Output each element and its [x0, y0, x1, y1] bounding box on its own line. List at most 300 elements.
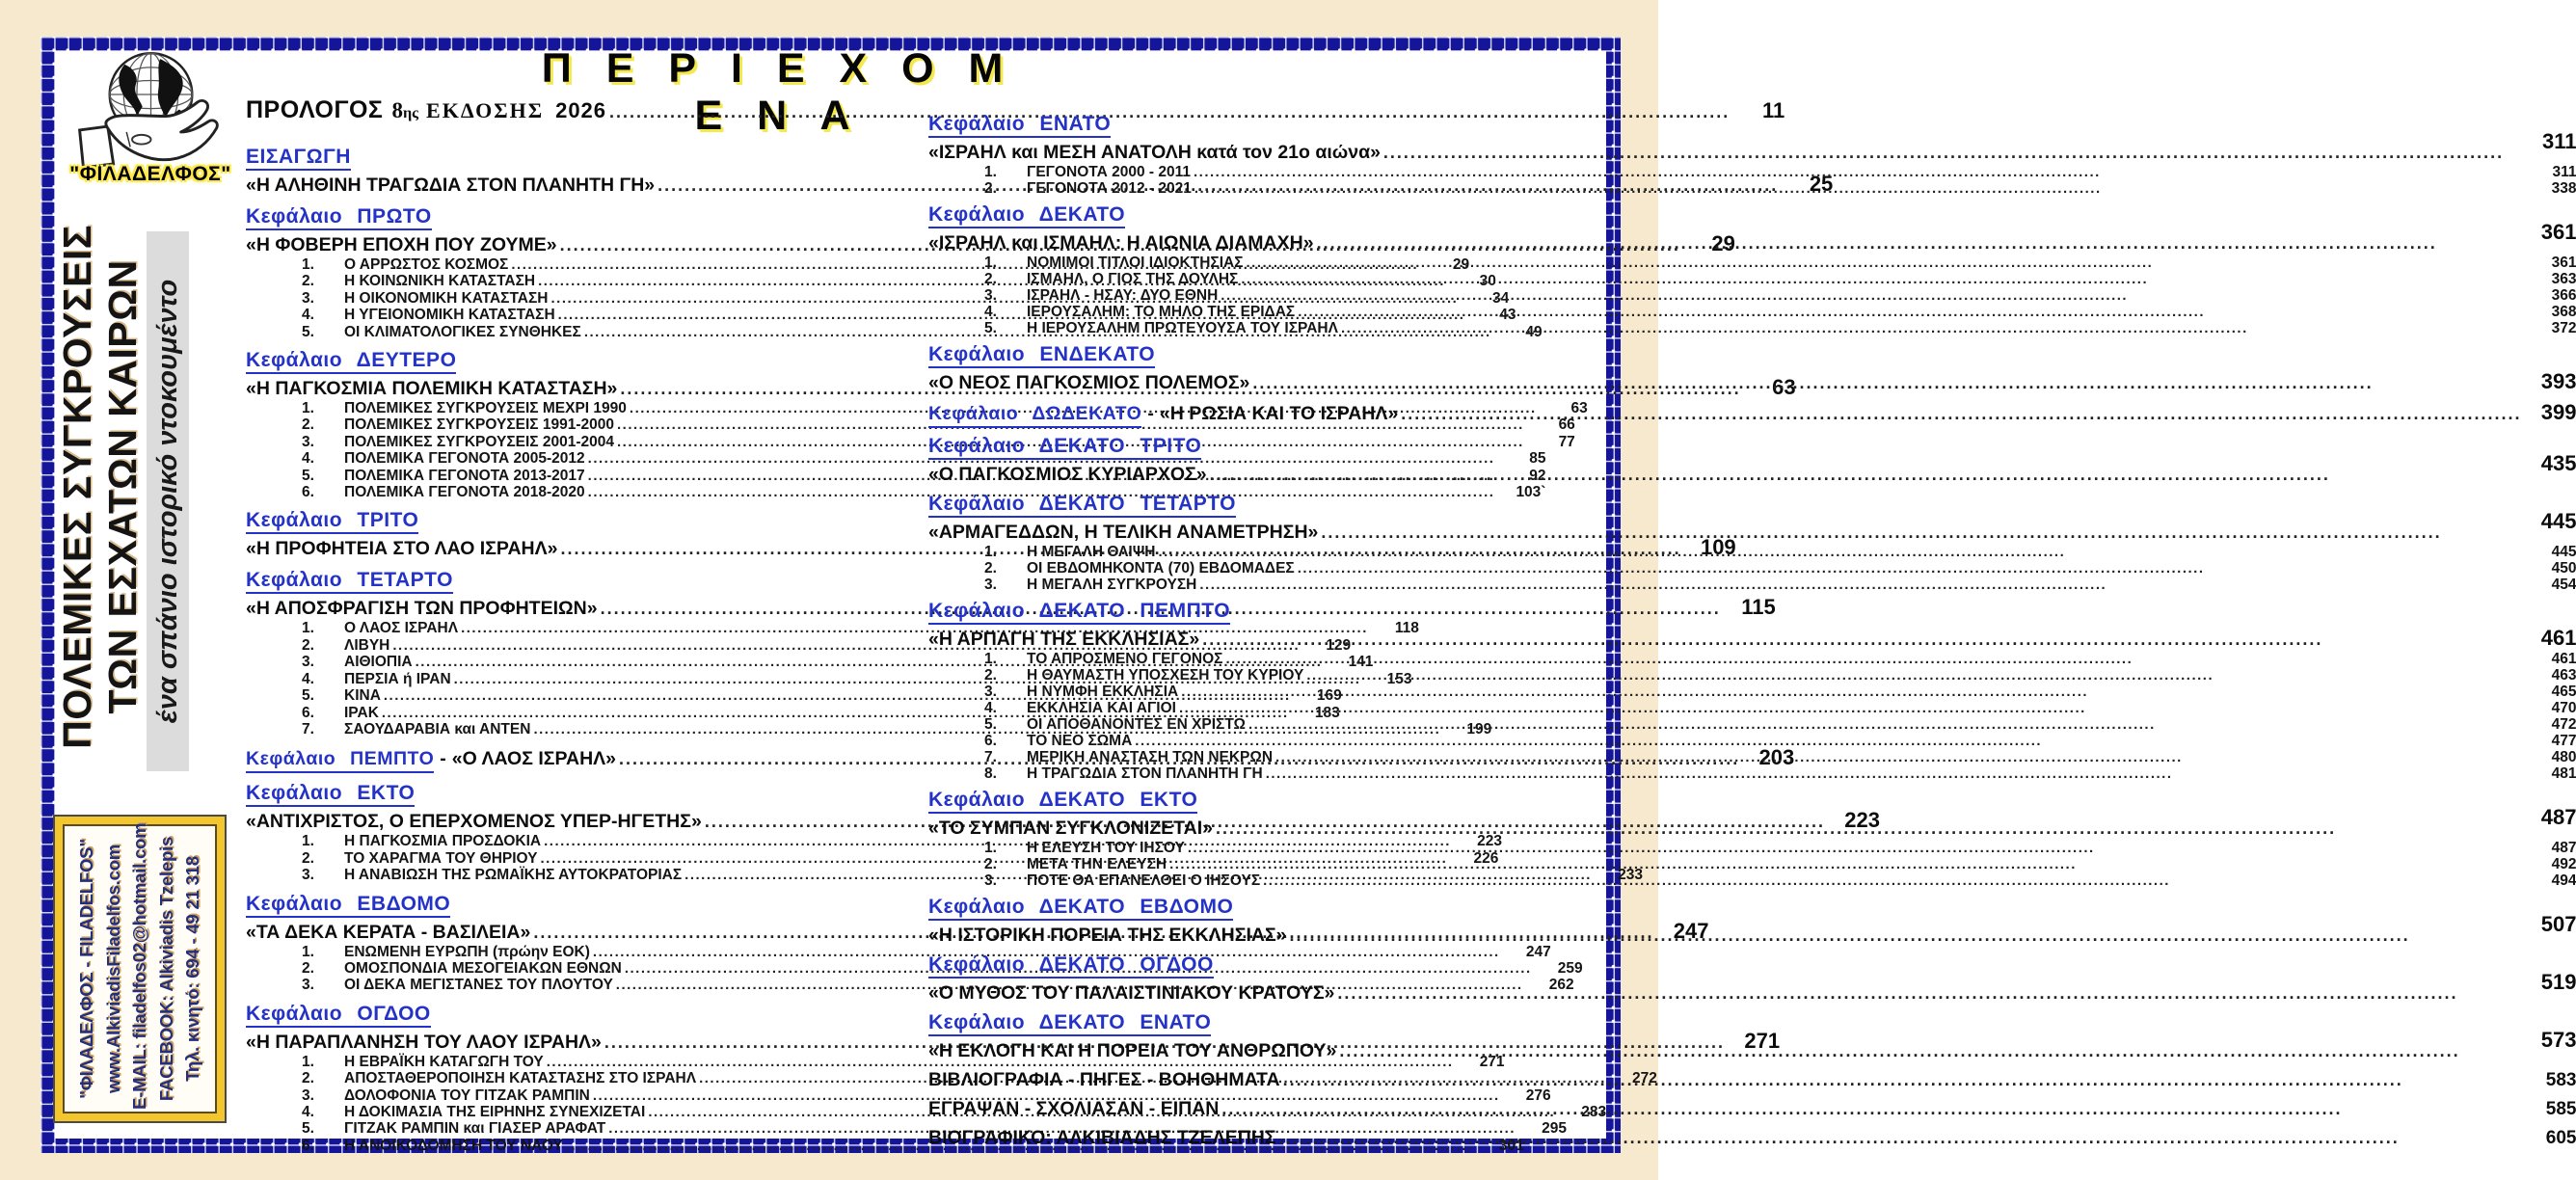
page-number: 463: [2551, 667, 2576, 684]
leader-dots: [1181, 684, 2525, 700]
chapter-heading-row: [246, 146, 845, 168]
item-number: 3.: [984, 577, 997, 593]
item-title: Η ΥΓΕΙΟΝΟΜΙΚΗ ΚΑΤΑΣΤΑΣΗ: [344, 307, 555, 324]
item-title: ΠΕΡΣΙΑ ή ΙΡΑΝ: [344, 670, 451, 687]
page-number: 573: [2540, 1028, 2576, 1052]
entry-title: ΒΙΟΓΡΑΦΙΚΟ: ΑΛΚΙΒΙΑΔΗΣ ΤΖΕΛΕΠΗΣ: [928, 1127, 1276, 1148]
contact-website: www.AlkiviadisFiladelfos.com: [102, 845, 123, 1093]
item-title: Η ΤΡΑΓΩΔΙΑ ΣΤΟΝ ΠΛΑΝΗΤΗ ΓΗ: [1027, 765, 1263, 782]
page-number: 492: [2551, 856, 2576, 872]
item-number: 2.: [984, 856, 997, 872]
leader-dots: [1216, 818, 2521, 840]
toc-item-row: [984, 544, 2576, 560]
item-title: ΓΕΓΟΝΟΤΑ 2012 - 2021: [1027, 180, 1192, 197]
publisher-logo: [59, 49, 242, 186]
chapter-heading-row: [246, 349, 845, 371]
item-number: 3.: [302, 654, 314, 671]
item-number: 2.: [984, 271, 997, 287]
page-number: 338: [2551, 180, 2576, 197]
item-title: ΙΣΡΑΗΛ - ΗΣΑΥ: ΔΥΟ ΕΘΝΗ: [1027, 287, 1219, 304]
leader-dots: [1225, 651, 2525, 667]
chapter-heading-row: [928, 953, 2576, 976]
item-number: 1.: [984, 255, 997, 271]
item-number: 1.: [984, 840, 997, 856]
page-number: 153: [1386, 670, 1412, 687]
item-number: 3.: [984, 287, 997, 304]
separator: -: [1147, 403, 1154, 424]
chapter-title: «ΑΡΜΑΓΕΔΔΩΝ, Η ΤΕΛΙΚΗ ΑΝΑΜΕΤΡΗΣΗ»: [928, 522, 1319, 543]
toc-item-row: [984, 872, 2576, 889]
item-number: 6.: [302, 1137, 314, 1154]
chapter-heading-row: [928, 896, 2576, 918]
chapter-heading-row: [928, 493, 2576, 515]
book-subtitle-vertical: ένα σπάνιο ιστορικό ντοκουμέντο: [147, 231, 189, 771]
toc-row: [928, 220, 2576, 255]
chapter-title: «Η ΠΑΓΚΟΣΜΙΑ ΠΟΛΕΜΙΚΗ ΚΑΤΑΣΤΑΣΗ»: [246, 378, 618, 400]
page-number: 368: [2551, 304, 2576, 320]
item-title: ΟΙ ΔΕΚΑ ΜΕΓΙΣΤΑΝΕΣ ΤΟΥ ΠΛΟΥΤΟΥ: [344, 977, 613, 994]
item-number: 5.: [984, 716, 997, 733]
item-number: 5.: [302, 467, 314, 484]
chapter-heading: Κεφάλαιο ΔΩΔΕΚΑΤΟ: [928, 403, 1141, 428]
item-title: ΠΟΛΕΜΙΚΑ ΓΕΓΟΝΟΤΑ 2005-2012: [344, 450, 585, 468]
page-number: 118: [1394, 620, 1419, 637]
item-number: 2.: [302, 1070, 314, 1087]
item-number: 2.: [302, 849, 314, 867]
chapter-heading-row: [928, 203, 2576, 226]
chapter-heading: Κεφάλαιο ΠΡΩΤΟ: [246, 205, 432, 230]
toc-section: [928, 435, 2576, 486]
item-title: ΠΟΛΕΜΙΚΑ ΓΕΓΟΝΟΤΑ 2018-2020: [344, 484, 585, 501]
chapter-heading-row: [928, 600, 2576, 622]
item-number: 6.: [302, 484, 314, 501]
chapter-title: «Η ΦΟΒΕΡΗ ΕΠΟΧΗ ΠΟΥ ΖΟΥΜΕ»: [246, 234, 557, 255]
toc-item-row: [302, 450, 1546, 468]
leader-dots: [1279, 1127, 2522, 1149]
leader-dots: [1202, 629, 2521, 651]
chapter-title: «Ο ΛΑΟΣ ΙΣΡΑΗΛ»: [451, 748, 617, 770]
item-title: ΔΟΛΟΦΟΝΙΑ ΤΟΥ ΓΙΤΖΑΚ ΡΑΜΠΙΝ: [344, 1086, 590, 1104]
toc-section: [928, 113, 2576, 197]
leader-dots: [1298, 560, 2526, 577]
leader-dots: [1383, 142, 2522, 164]
chapter-heading-row: [246, 205, 845, 228]
page-number: 129: [1326, 636, 1352, 654]
chapter-title: «Ο ΜΥΘΟΣ ΤΟΥ ΠΑΛΑΙΣΤΙΝΙΑΚΟΥ ΚΡΑΤΟΥΣ»: [928, 982, 1335, 1004]
toc-item-row: [984, 856, 2576, 872]
contact-facebook: FACEBOOK: Alkiviadis Tzelepis: [155, 836, 176, 1102]
item-title: ΠΟΛΕΜΙΚΕΣ ΣΥΓΚΡΟΥΣΕΙΣ 1991-2000: [344, 416, 614, 434]
page-number: 283: [1581, 1103, 1607, 1120]
chapter-title: «Η ΙΣΤΟΡΙΚΗ ΠΟΡΕΙΑ ΤΗΣ ΕΚΚΛΗΣΙΑΣ»: [928, 925, 1287, 946]
page-number: 247: [1673, 918, 1709, 943]
item-number: 1.: [984, 544, 997, 560]
page-number: 85: [1529, 450, 1546, 468]
toc-item-row: [984, 255, 2576, 271]
page-number: 169: [1316, 687, 1342, 705]
toc-item-row: [984, 164, 2576, 180]
page-number: 223: [1844, 808, 1880, 833]
item-number: 1.: [302, 943, 314, 960]
chapter-heading-row: [928, 343, 2576, 365]
item-title: Η ΙΕΡΟΥΣΑΛΗΜ ΠΡΩΤΕΥΟΥΣΑ ΤΟΥ ΙΣΡΑΗΛ: [1027, 320, 1338, 336]
page-number: 585: [2545, 1099, 2576, 1119]
toc-row: [928, 627, 2576, 651]
leader-dots: [1401, 403, 2521, 425]
chapter-title: «ΙΣΡΑΗΛ και ΜΕΣΗ ΑΝΑΤΟΛΗ κατά τον 21ο αιώνα»: [928, 142, 1381, 163]
item-number: 4.: [302, 450, 314, 468]
page-number: 445: [2540, 509, 2576, 533]
toc-row: [928, 1127, 2576, 1149]
page-number: 450: [2551, 560, 2576, 577]
leader-dots: [1339, 1040, 2521, 1062]
item-title: Η ΘΑΥΜΑΣΤΗ ΥΠΟΣΧΕΣΗ ΤΟΥ ΚΥΡΙΟΥ: [1027, 667, 1304, 684]
item-title: Ο ΛΑΟΣ ΙΣΡΑΗΛ: [344, 620, 459, 637]
page-number: 366: [2551, 287, 2576, 304]
item-title: ΣΑΟΥΔΑΡΑΒΙΑ και ΑΝΤΕΝ: [344, 720, 531, 738]
item-number: 4.: [302, 1103, 314, 1120]
leader-dots: [1194, 164, 2525, 180]
item-number: 7.: [984, 749, 997, 765]
toc-section: [928, 600, 2576, 782]
chapter-heading-row: [928, 1011, 2576, 1033]
chapter-heading: ΕΙΣΑΓΩΓΗ: [246, 146, 351, 171]
toc-item-row: [302, 1086, 1551, 1104]
page-number: 43: [1499, 307, 1516, 324]
item-number: 5.: [302, 323, 314, 340]
item-title: ΙΣΜΑΗΛ, Ο ΓΙΟΣ ΤΗΣ ΔΟΥΛΗΣ: [1027, 271, 1239, 287]
page-number: 472: [2551, 716, 2576, 733]
item-number: 3.: [302, 867, 314, 884]
item-number: 3.: [302, 289, 314, 307]
toc-item-row: [984, 684, 2576, 700]
item-title: Η ΕΛΕΥΣΗ ΤΟΥ ΙΗΣΟΥ: [1027, 840, 1185, 856]
item-title: ΟΙ ΚΛΙΜΑΤΟΛΟΓΙΚΕΣ ΣΥΝΘΗΚΕΣ: [344, 323, 581, 340]
page-number: 203: [1758, 745, 1795, 770]
entry-title: ΒΙΒΛΙΟΓΡΑΦΙΑ - ΠΗΓΕΣ - ΒΟΗΘΗΜΑΤΑ: [928, 1069, 1280, 1090]
page-number: 25: [1809, 172, 1834, 196]
item-number: 4.: [984, 304, 997, 320]
item-number: 1.: [302, 400, 314, 417]
item-title: ΠΟΛΕΜΙΚΕΣ ΣΥΓΚΡΟΥΣΕΙΣ ΜΕΧΡΙ 1990: [344, 400, 627, 417]
page-number: 199: [1466, 720, 1492, 738]
toc-section: [928, 1098, 2576, 1120]
item-title: ΤΟ ΑΠΡΟΣΜΕΝΟ ΓΕΓΟΝΟΣ: [1027, 651, 1223, 667]
toc-item-row: [984, 651, 2576, 667]
item-number: 2.: [302, 273, 314, 290]
item-title: Η ΔΟΚΙΜΑΣΙΑ ΤΗΣ ΕΙΡΗΝΗΣ ΣΥΝΕΧΙΖΕΤΑΙ: [344, 1103, 646, 1120]
leader-dots: [1221, 1098, 2521, 1120]
page-number: 301: [1498, 1137, 1524, 1154]
chapter-heading-row: [928, 789, 2576, 811]
leader-dots: [1135, 733, 2525, 749]
contact-phone: Τηλ. κινητό: 694 - 49 21 318: [182, 856, 203, 1082]
item-number: 6.: [984, 733, 997, 749]
book-title-line2: ΤΩΝ ΕΣΧΑΤΩΝ ΚΑΙΡΩΝ: [100, 259, 145, 714]
chapter-heading: Κεφάλαιο ΕΝΑΤΟ: [928, 113, 1111, 138]
item-title: Η ΝΥΜΦΗ ΕΚΚΛΗΣΙΑ: [1027, 684, 1179, 700]
page-number: 454: [2551, 577, 2576, 593]
toc-section: [928, 203, 2576, 336]
toc-section: [928, 1127, 2576, 1149]
contact-box: [53, 815, 227, 1123]
item-title: ΠΟΛΕΜΙΚΕΣ ΣΥΓΚΡΟΥΣΕΙΣ 2001-2004: [344, 433, 614, 450]
leader-dots: [1290, 925, 2522, 947]
item-title: Ο ΑΡΡΩΣΤΟΣ ΚΟΣΜΟΣ: [344, 256, 509, 273]
prologue-label: ΠΡΟΛΟΓΟΣ: [246, 96, 384, 123]
item-title: Η ΟΙΚΟΝΟΜΙΚΗ ΚΑΤΑΣΤΑΣΗ: [344, 289, 549, 307]
toc-item-row: [984, 180, 2576, 197]
entry-title: ΕΓΡΑΨΑΝ - ΣΧΟΛΙΑΣΑΝ - ΕΙΠΑΝ: [928, 1098, 1220, 1119]
leader-dots: [1247, 255, 2526, 271]
page-number: 49: [1525, 323, 1543, 340]
chapter-heading: Κεφάλαιο ΔΕΚΑΤΟ ΕΝΑΤΟ: [928, 1011, 1211, 1036]
contact-brand: "ΦΙΛΑΔΕΛΦΟΣ - FILADELFOS": [76, 839, 97, 1099]
chapter-heading: Κεφάλαιο ΔΕΚΑΤΟ ΠΕΜΠΤΟ: [928, 600, 1230, 625]
leader-dots: [1248, 716, 2526, 733]
page-number: 393: [2540, 369, 2576, 393]
item-title: ΑΙΘΙΟΠΙΑ: [344, 654, 413, 671]
item-title: ΕΝΩΜΕΝΗ ΕΥΡΩΠΗ (πρώην ΕΟΚ): [344, 943, 590, 960]
item-title: Η ΕΒΡΑΪΚΗ ΚΑΤΑΓΩΓΗ ΤΟΥ: [344, 1053, 544, 1070]
chapter-title: «Η ΑΠΟΣΦΡΑΓΙΣΗ ΤΩΝ ΠΡΟΦΗΤΕΙΩΝ»: [246, 598, 598, 620]
toc-section: [928, 401, 2576, 428]
toc-row: [928, 1098, 2576, 1120]
item-number: 5.: [302, 1120, 314, 1138]
leader-dots: [1263, 872, 2525, 889]
toc-item-row: [984, 716, 2576, 733]
logo-caption: "ΦΙΛΑΔΕΛΦΟΣ": [69, 163, 231, 185]
item-number: 2.: [984, 560, 997, 577]
book-title-vertical: [55, 202, 148, 771]
page-number: 363: [2551, 271, 2576, 287]
toc-section: [928, 1011, 2576, 1062]
page-number: 109: [1700, 535, 1736, 560]
leader-dots: [1283, 1069, 2522, 1091]
item-title: ΓΕΓΟΝΟΤΑ 2000 - 2011: [1027, 164, 1191, 180]
leader-dots: [1179, 700, 2525, 716]
page-number: 372: [2551, 320, 2576, 336]
item-number: 3.: [302, 433, 314, 450]
toc-section: [928, 896, 2576, 947]
item-number: 8.: [984, 765, 997, 782]
item-number: 5.: [302, 687, 314, 705]
separator: -: [440, 748, 446, 770]
page-number: 63: [1570, 400, 1588, 417]
chapter-title: «Ο ΠΑΓΚΟΣΜΙΟΣ ΚΥΡΙΑΡΧΟΣ»: [928, 464, 1207, 485]
page-number: 226: [1473, 849, 1499, 867]
leader-dots: [1306, 667, 2525, 684]
item-title: ΟΙ ΕΒΔΟΜΗΚΟΝΤΑ (70) ΕΒΔΟΜΑΔΕΣ: [1027, 560, 1295, 577]
page-body: [55, 45, 2576, 1154]
page-number: 494: [2551, 872, 2576, 889]
toc-section: [928, 953, 2576, 1005]
item-number: 4.: [302, 670, 314, 687]
page-number: 115: [1741, 595, 1776, 620]
toc-section: [928, 789, 2576, 889]
page-number: 361: [2551, 255, 2576, 271]
item-number: 2.: [302, 959, 314, 977]
page-number: 259: [1557, 959, 1583, 977]
decorative-square-border: [40, 37, 2576, 1154]
page-number: 63: [1772, 375, 1796, 400]
toc-section: [928, 343, 2576, 394]
globe-in-hand-icon: [67, 49, 235, 176]
toc-row: [928, 1069, 2576, 1091]
chapter-heading: Κεφάλαιο ΔΕΚΑΤΟ ΤΕΤΑΡΤΟ: [928, 493, 1236, 518]
chapter-title: «Η ΡΩΣΙΑ ΚΑΙ ΤΟ ΙΣΡΑΗΛ»: [1159, 403, 1399, 424]
page-number: 29: [1452, 256, 1470, 273]
leader-dots: [1298, 304, 2525, 320]
page-number: 271: [1744, 1028, 1781, 1053]
page-number: 487: [2540, 805, 2576, 829]
page-number: 399: [2540, 400, 2576, 424]
chapter-heading: Κεφάλαιο ΔΕΚΑΤΟ ΕΚΤΟ: [928, 789, 1197, 814]
page-number: 11: [1761, 98, 1785, 122]
leader-dots: [1169, 856, 2525, 872]
item-title: ΑΠΟΣΤΑΘΕΡΟΠΟΙΗΣΗ ΚΑΤΑΣΤΑΣΗΣ ΣΤΟ ΙΣΡΑΗΛ: [344, 1070, 697, 1087]
item-title: ΤΟ ΧΑΡΑΓΜΑ ΤΟΥ ΘΗΡΙΟΥ: [344, 849, 538, 867]
edition-number: 8: [391, 98, 403, 122]
chapter-heading-row: [246, 569, 845, 591]
item-title: ΠΟΤΕ ΘΑ ΕΠΑΝΕΛΘΕΙ Ο ΙΗΣΟΥΣ: [1027, 872, 1261, 889]
toc-item-row: [984, 700, 2576, 716]
edition-year: 2026: [555, 98, 607, 122]
page-number: 465: [2551, 684, 2576, 700]
toc-item-row: [984, 577, 2576, 593]
toc-item-row: [984, 271, 2576, 290]
chapter-heading-row: [246, 893, 845, 915]
chapter-heading: Κεφάλαιο ΟΓΔΟΟ: [246, 1003, 431, 1028]
page-number: 271: [1479, 1053, 1505, 1070]
item-number: 3.: [984, 872, 997, 889]
item-number: 4.: [984, 700, 997, 716]
toc-row: [928, 509, 2576, 544]
item-number: 1.: [984, 164, 997, 180]
leader-dots: [1341, 320, 2526, 336]
toc-row: [928, 401, 2576, 428]
chapter-title: «ΤΑ ΔΕΚΑ ΚΕΡΑΤΑ - ΒΑΣΙΛΕΙΑ»: [246, 921, 531, 943]
item-number: 5.: [984, 320, 997, 336]
toc-item-row: [984, 287, 2576, 304]
item-title: ΝΟΜΙΜΟΙ ΤΙΤΛΟΙ ΙΔΙΟΚΤΗΣΙΑΣ: [1027, 255, 1244, 271]
page-number: 519: [2540, 970, 2576, 994]
page-number: 507: [2540, 912, 2576, 936]
item-title: ΚΙΝΑ: [344, 687, 381, 705]
toc-item-row: [302, 620, 1419, 637]
page-number: 295: [1542, 1120, 1567, 1138]
item-title: Η ΜΕΓΑΛΗ ΘΛΙΨΗ: [1027, 544, 1156, 560]
item-title: ΜΕΤΑ ΤΗΝ ΕΛΕΥΣΗ: [1027, 856, 1167, 872]
chapter-heading: Κεφάλαιο ΔΕΚΑΤΟ ΕΒΔΟΜΟ: [928, 896, 1233, 921]
item-title: ΟΜΟΣΠΟΝΔΙΑ ΜΕΣΟΓΕΙΑΚΩΝ ΕΘΝΩΝ: [344, 959, 622, 977]
chapter-title: «Η ΑΡΠΑΓΗ ΤΗΣ ΕΚΚΛΗΣΙΑΣ»: [928, 629, 1200, 650]
toc-item-row: [302, 416, 1575, 434]
toc-row: [928, 1028, 2576, 1062]
item-title: ΙΕΡΟΥΣΑΛΗΜ: ΤΟ ΜΗΛΟ ΤΗΣ ΕΡΙΔΑΣ: [1027, 304, 1296, 320]
page-number: 66: [1558, 416, 1575, 434]
leader-dots: [1158, 544, 2525, 560]
chapter-heading-row: [246, 509, 845, 531]
page-number: 223: [1477, 833, 1502, 850]
toc-item-row: [984, 560, 2576, 577]
page-number: 481: [2551, 765, 2576, 782]
chapter-heading: Κεφάλαιο ΔΕΚΑΤΟ ΟΓΔΟΟ: [928, 953, 1214, 979]
leader-dots: [1252, 372, 2521, 394]
item-number: 3.: [302, 977, 314, 994]
toc-columns: [246, 96, 2576, 1154]
toc-section: [928, 493, 2576, 593]
leader-dots: [1317, 232, 2522, 255]
toc-row: [928, 912, 2576, 947]
page-number: 435: [2540, 451, 2576, 475]
leader-dots: [1241, 271, 2525, 290]
chapter-heading: Κεφάλαιο ΕΚΤΟ: [246, 782, 415, 807]
leader-dots: [1210, 464, 2522, 486]
item-title: Η ΠΑΓΚΟΣΜΙΑ ΠΡΟΣΔΟΚΙΑ: [344, 833, 542, 850]
page-number: 141: [1348, 654, 1374, 671]
page-number: 247: [1525, 943, 1551, 960]
page-number: 605: [2545, 1128, 2576, 1148]
item-title: Η ΑΝΑΒΙΩΣΗ ΤΗΣ ΡΩΜΑΪΚΗΣ ΑΥΤΟΚΡΑΤΟΡΙΑΣ: [344, 867, 683, 884]
item-title: Η ΑΝΟΙΚΟΔΟΜΗΣΗ ΤΟΥ ΝΑΟΥ: [344, 1137, 563, 1154]
chapter-title: «Η ΠΡΟΦΗΤΕΙΑ ΣΤΟ ΛΑΟ ΙΣΡΑΗΛ»: [246, 538, 558, 560]
chapter-heading-row: [928, 435, 2576, 457]
item-title: ΜΕΡΙΚΗ ΑΝΑΣΤΑΣΗ ΤΩΝ ΝΕΚΡΩΝ: [1027, 749, 1274, 765]
chapter-heading: Κεφάλαιο ΕΒΔΟΜΟ: [246, 893, 450, 918]
chapter-heading: Κεφάλαιο ΔΕΚΑΤΟ ΤΡΙΤΟ: [928, 435, 1201, 460]
leader-dots: [1337, 982, 2521, 1005]
book-title-line1: ΠΟΛΕΜΙΚΕΣ ΣΥΓΚΡΟΥΣΕΙΣ: [55, 225, 99, 749]
toc-item-row: [984, 320, 2576, 336]
page-number: 461: [2551, 651, 2576, 667]
item-title: ΓΙΤΖΑΚ ΡΑΜΠΙΝ και ΓΙΑΣΕΡ ΑΡΑΦΑΤ: [344, 1120, 606, 1138]
toc-row: [928, 970, 2576, 1005]
page-number: 487: [2551, 840, 2576, 856]
item-number: 1.: [302, 833, 314, 850]
leader-dots: [1266, 765, 2526, 782]
item-title: ΕΚΚΛΗΣΙΑ ΚΑΙ ΑΓΙΟΙ: [1027, 700, 1176, 716]
toc-item-row: [984, 749, 2576, 765]
chapter-title: «Η ΕΚΛΟΓΗ ΚΑΙ Η ΠΟΡΕΙΑ ΤΟΥ ΑΝΘΡΩΠΟΥ»: [928, 1040, 1337, 1061]
chapter-title: «ΑΝΤΙΧΡΙΣΤΟΣ, Ο ΕΠΕΡΧΟΜΕΝΟΣ ΥΠΕΡ-ΗΓΕΤΗΣ»: [246, 811, 702, 833]
chapter-heading: Κεφάλαιο ΔΕΥΤΕΡΟ: [246, 349, 456, 374]
chapter-heading-row: [246, 782, 845, 804]
toc-row: [928, 129, 2576, 164]
toc-item-row: [984, 733, 2576, 749]
leader-dots: [1275, 749, 2525, 765]
page-number: 34: [1492, 289, 1510, 307]
toc-row: [928, 370, 2576, 394]
toc-item-row: [984, 765, 2576, 782]
item-number: 1.: [302, 256, 314, 273]
item-number: 2.: [984, 667, 997, 684]
toc-item-row: [302, 484, 1546, 501]
page-number: 311: [2541, 129, 2576, 153]
item-number: 3.: [302, 1086, 314, 1104]
chapter-heading-row: [246, 1003, 845, 1025]
toc-item-row: [984, 667, 2576, 684]
page-number: 92: [1529, 467, 1546, 484]
item-number: 7.: [302, 720, 314, 738]
item-title: ΤΟ ΝΕΟ ΣΩΜΑ: [1027, 733, 1133, 749]
chapter-title: «ΤΟ ΣΥΜΠΑΝ ΣΥΓΚΛΟΝΙΖΕΤΑΙ»: [928, 818, 1213, 839]
chapter-heading: Κεφάλαιο ΤΡΙΤΟ: [246, 509, 418, 534]
toc-section: [928, 1069, 2576, 1091]
chapter-heading: Κεφάλαιο ΠΕΜΠΤΟ: [246, 748, 434, 773]
chapter-title: «Η ΑΛΗΘΙΝΗ ΤΡΑΓΩΔΙΑ ΣΤΟΝ ΠΛΑΝΗΤΗ ΓΗ»: [246, 174, 656, 196]
leader-dots: [1321, 522, 2521, 544]
